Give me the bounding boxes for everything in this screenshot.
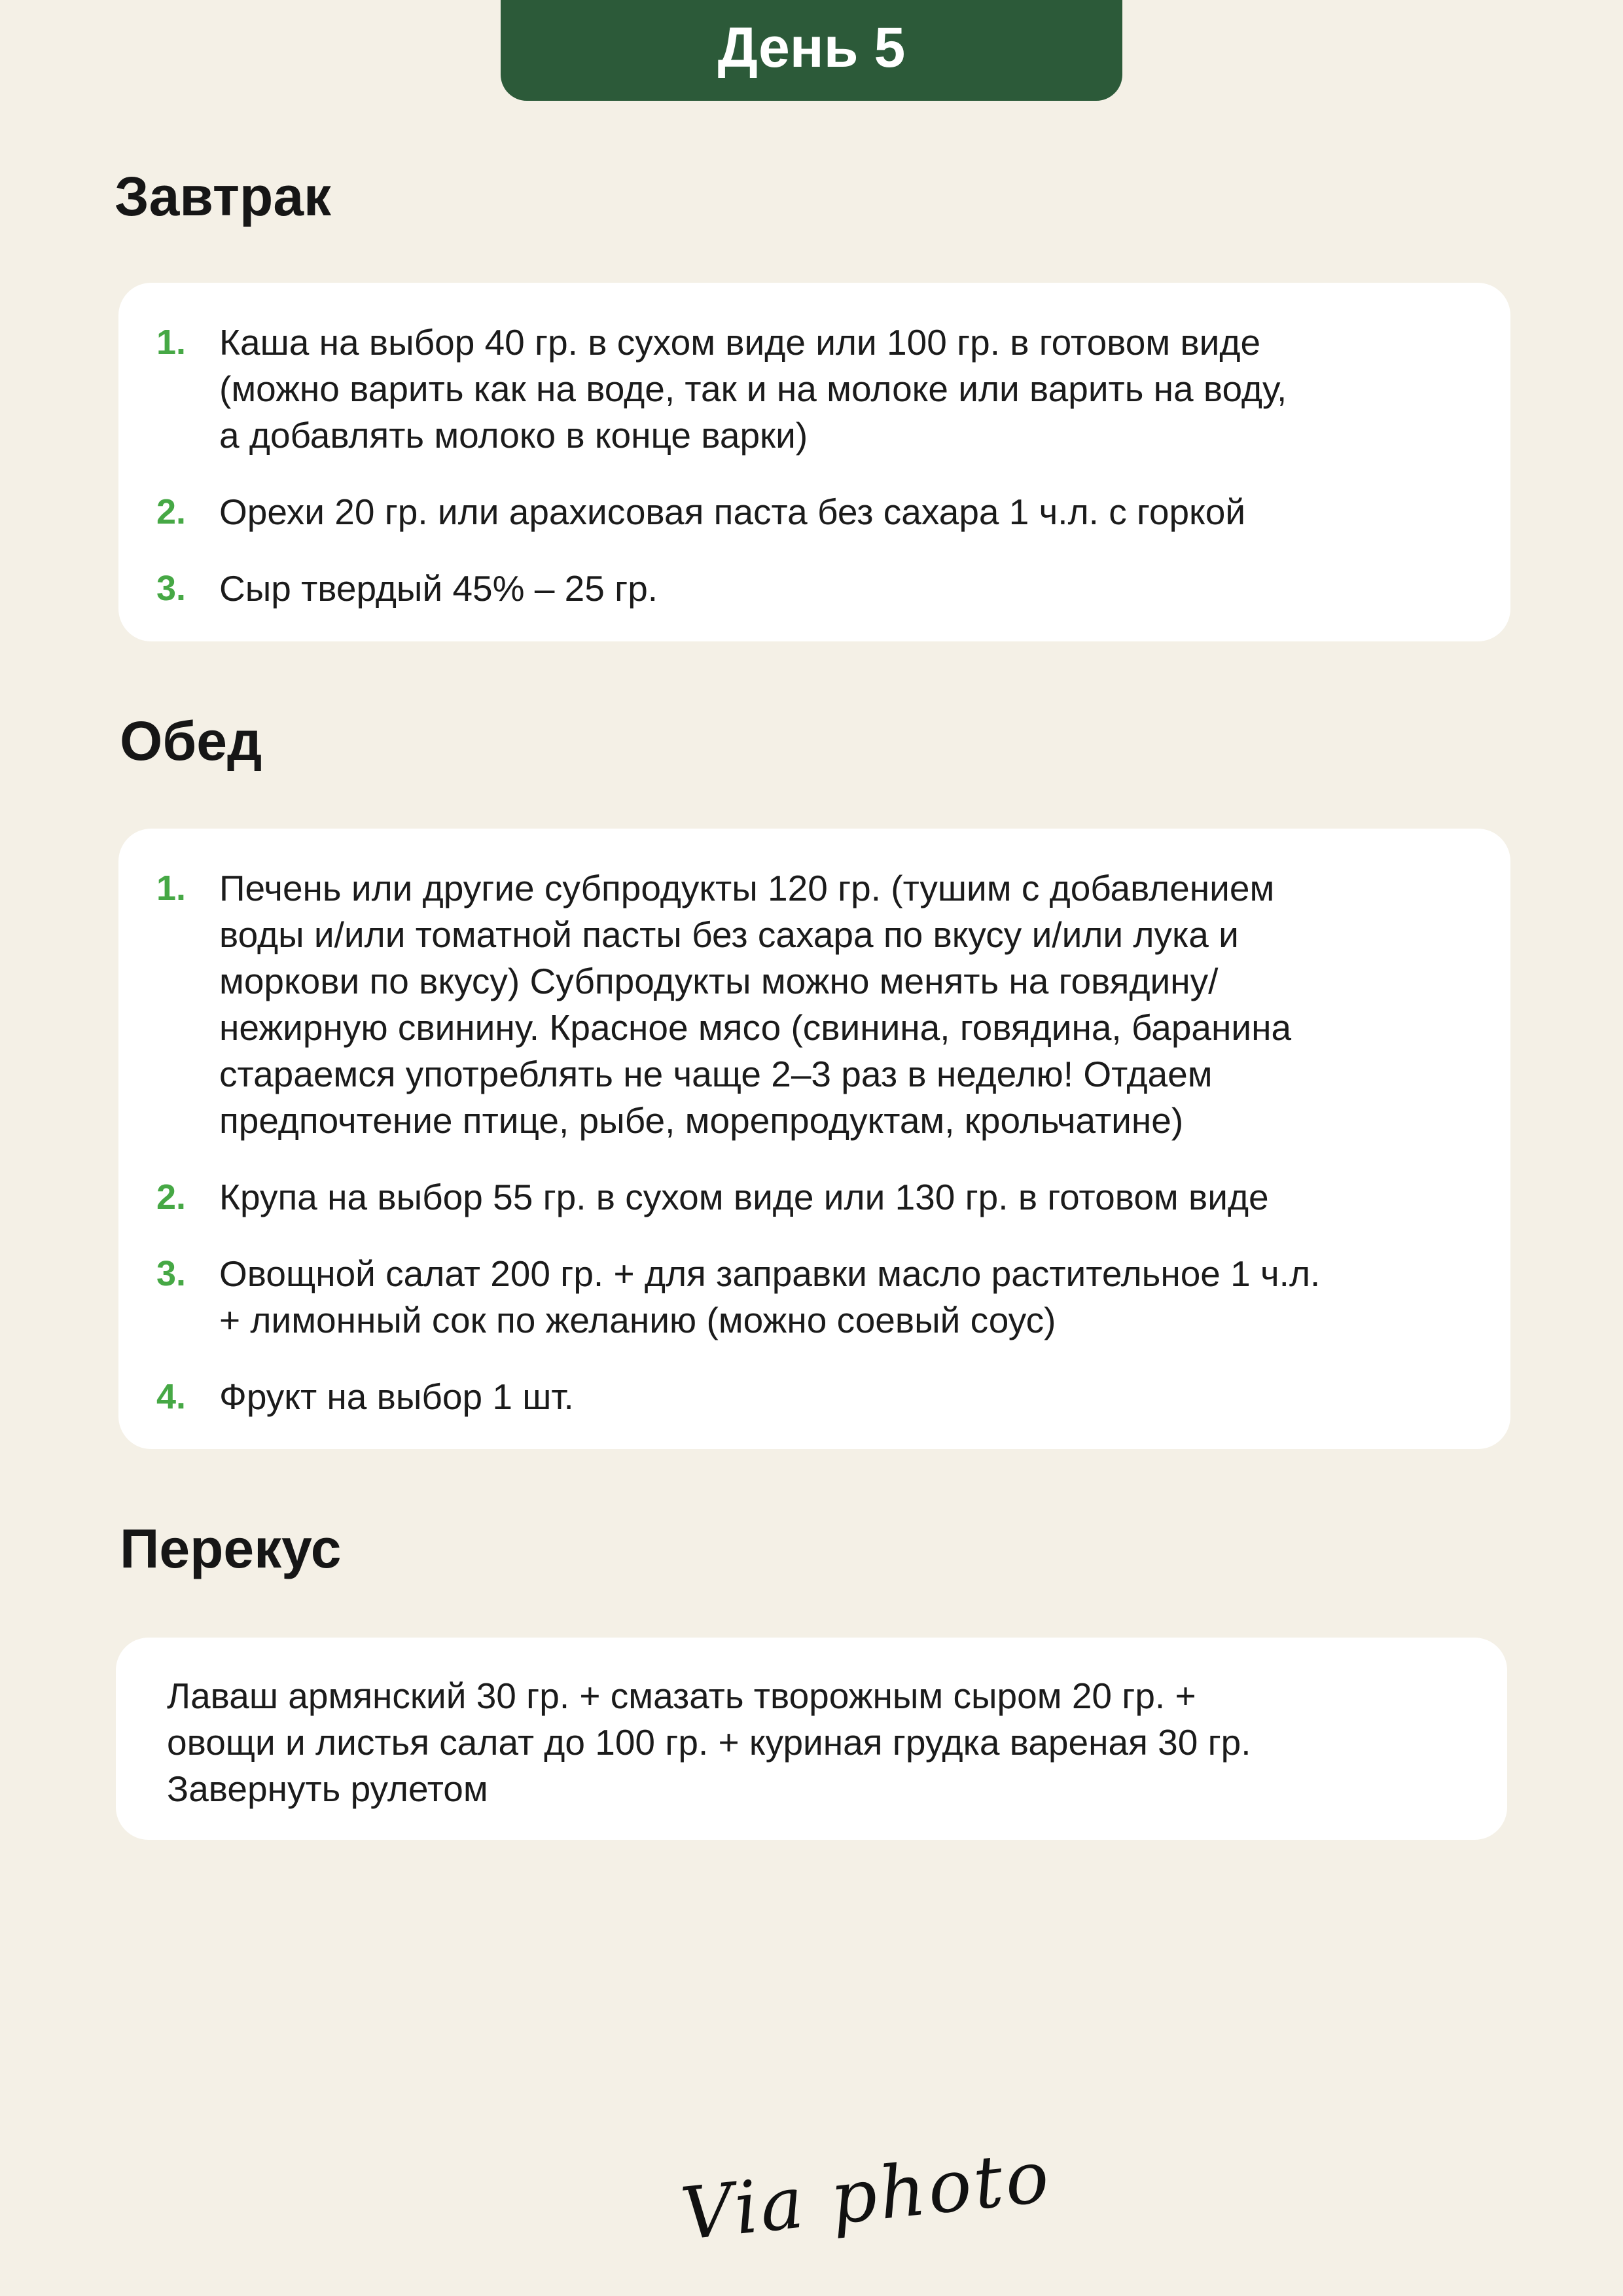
item-text: воды и/или томатной пасты без сахара по вкусу и/или лука и <box>219 914 1239 955</box>
item-text: Фрукт на выбор 1 шт. <box>219 1376 574 1417</box>
day-title-banner <box>501 0 1122 101</box>
snack-card <box>116 1638 1507 1840</box>
list-item <box>156 319 1287 459</box>
item-text: Каша на выбор 40 гр. в сухом виде или 100 гр. в готовом виде <box>219 322 1261 363</box>
list-item <box>156 565 1287 612</box>
lunch-card <box>118 829 1510 1449</box>
day-title: День 5 <box>717 16 906 79</box>
item-text: Орехи 20 гр. или арахисовая паста без сахара 1 ч.л. с горкой <box>219 492 1246 532</box>
item-number: 1. <box>156 869 187 908</box>
item-text: Сыр твердый 45% – 25 гр. <box>219 568 658 609</box>
item-text: (можно варить как на воде, так и на молоке или варить на воду, <box>219 368 1287 409</box>
item-number: 2. <box>156 1177 187 1217</box>
item-text: предпочтение птице, рыбе, морепродуктам, крольчатине) <box>219 1100 1184 1141</box>
item-text: нежирную свинину. Красное мясо (свинина, говядина, баранина <box>219 1007 1292 1048</box>
item-number: 1. <box>156 323 187 362</box>
signature-logo: Via photo <box>677 2134 1056 2257</box>
item-number: 3. <box>156 569 187 608</box>
list-item <box>156 489 1287 535</box>
item-text: моркови по вкусу) Субпродукты можно менять на говядину/ <box>219 961 1219 1001</box>
item-number: 2. <box>156 492 187 531</box>
lunch-heading: Обед <box>120 710 262 772</box>
breakfast-heading: Завтрак <box>115 166 332 227</box>
snack-heading: Перекус <box>120 1518 342 1579</box>
item-text: а добавлять молоко в конце варки) <box>219 415 808 456</box>
list-item <box>156 1251 1320 1344</box>
snack-text: Лаваш армянский 30 гр. + смазать творожным сыром 20 гр. + <box>167 1676 1196 1716</box>
item-number: 4. <box>156 1377 187 1416</box>
item-text: стараемся употреблять не чаще 2–3 раз в неделю! Отдаем <box>219 1054 1213 1094</box>
item-text: Овощной салат 200 гр. + для заправки масло растительное 1 ч.л. <box>219 1253 1321 1294</box>
item-number: 3. <box>156 1254 187 1293</box>
breakfast-card <box>118 283 1510 641</box>
list-item <box>156 1374 1320 1420</box>
item-text: + лимонный сок по желанию (можно соевый соус) <box>219 1300 1056 1340</box>
item-text: Крупа на выбор 55 гр. в сухом виде или 130 гр. в готовом виде <box>219 1177 1269 1217</box>
item-text: Печень или другие субпродукты 120 гр. (тушим с добавлением <box>219 868 1275 908</box>
snack-text: Завернуть рулетом <box>167 1768 488 1809</box>
list-item <box>156 1174 1320 1221</box>
snack-text: овощи и листья салат до 100 гр. + куриная грудка вареная 30 гр. <box>167 1722 1251 1763</box>
list-item <box>156 865 1320 1144</box>
